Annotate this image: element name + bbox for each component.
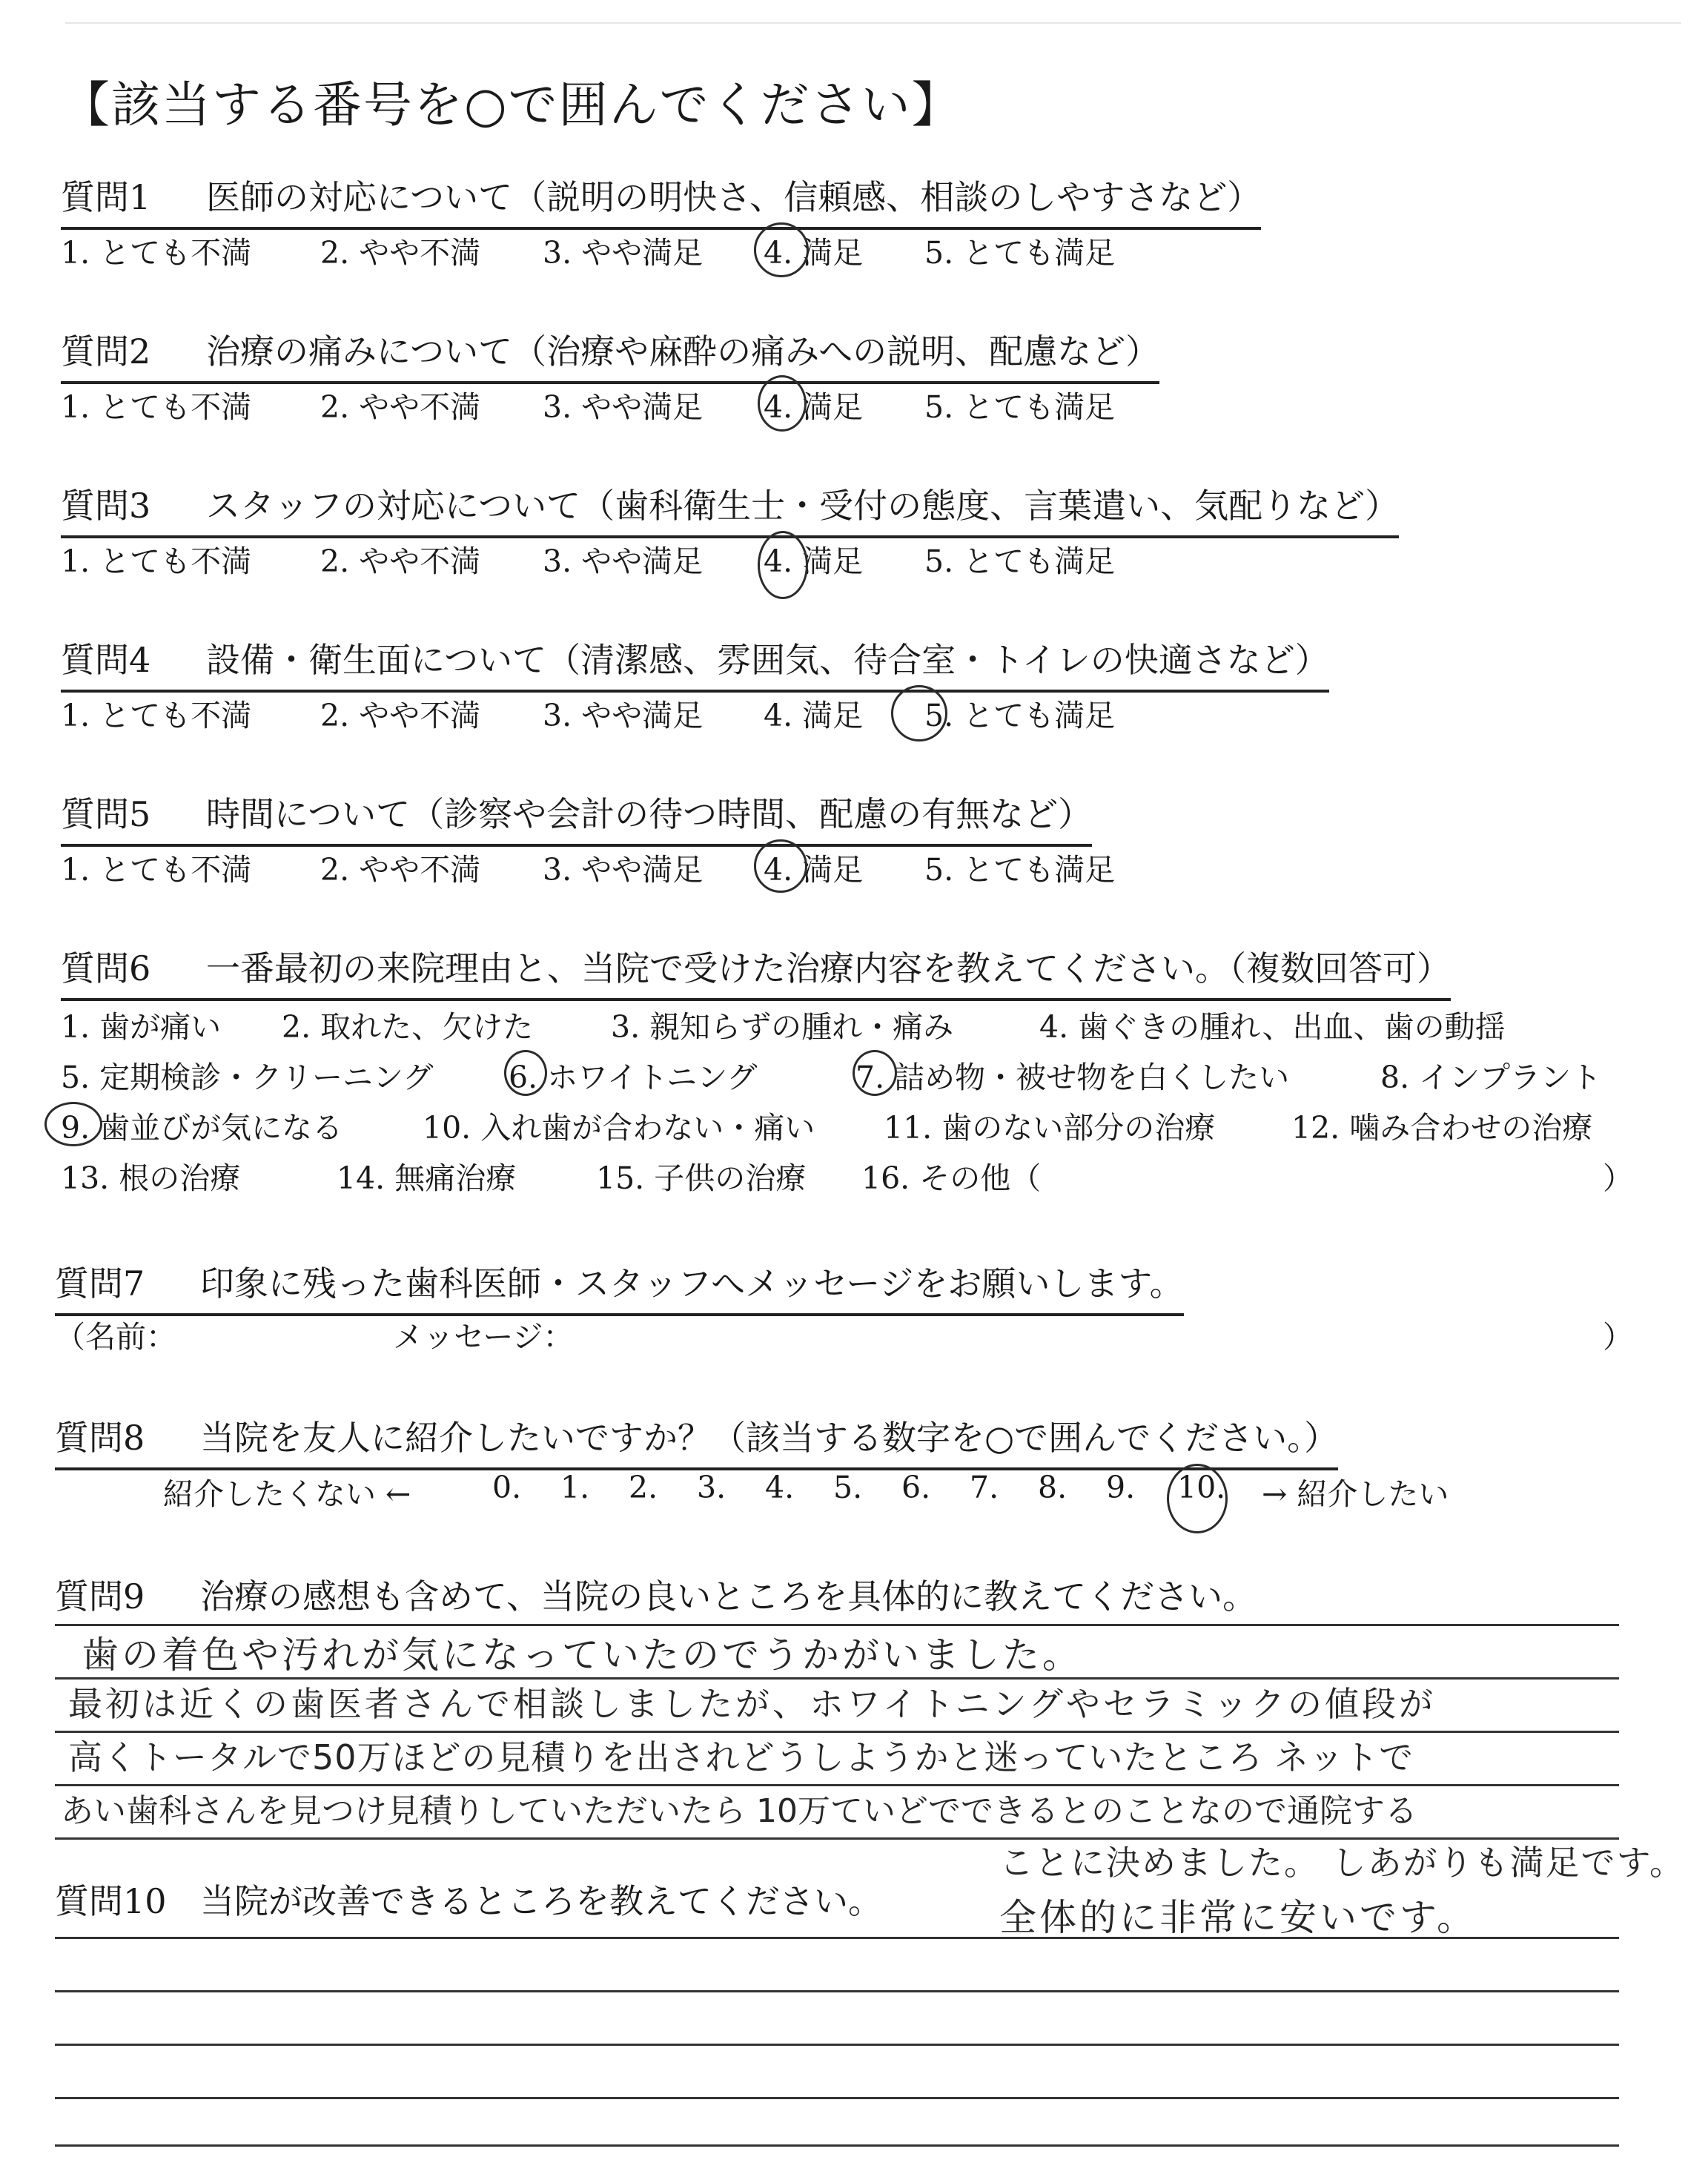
q2-option-2[interactable]: 2. やや不満 <box>320 389 481 425</box>
q4-option-4[interactable]: 4. 満足 <box>764 698 864 733</box>
q6-option-5[interactable]: 5. 定期検診・クリーニング <box>61 1060 434 1095</box>
question-6 <box>61 942 1451 1001</box>
q8-right-label: → 紹介したい <box>1262 1476 1449 1512</box>
q8-scale-1[interactable]: 1. <box>560 1470 590 1505</box>
q6-option-6[interactable]: 6. ホワイトニング <box>509 1060 758 1095</box>
q4-option-5[interactable]: 5. とても満足 <box>924 698 1116 733</box>
question-3-text: スタッフの対応について（歯科衛生士・受付の態度、言葉遣い、気配りなど） <box>206 486 1400 526</box>
q8-scale-10[interactable]: 10. <box>1177 1470 1226 1505</box>
q5-option-4[interactable]: 4. 満足 <box>764 852 864 888</box>
question-6-row-1 <box>61 1003 1632 1047</box>
q2-option-1[interactable]: 1. とても不満 <box>61 389 252 425</box>
q7-message-label: メッセージ： <box>393 1319 574 1355</box>
q8-scale-3[interactable]: 3. <box>697 1470 726 1505</box>
question-6-row-2 <box>61 1053 1632 1097</box>
q8-scale-7[interactable]: 7. <box>970 1470 999 1505</box>
q10-rule-1 <box>55 1937 1619 1939</box>
question-3-options <box>61 537 1247 581</box>
q8-left-label: 紹介したくない ← <box>163 1476 411 1512</box>
q7-name-label: （名前： <box>55 1319 176 1355</box>
question-7-fields <box>55 1312 1633 1357</box>
q8-scale-8[interactable]: 8. <box>1038 1470 1068 1505</box>
question-10-label: 質問10 <box>55 1881 167 1921</box>
q6-option-12[interactable]: 12. 噛み合わせの治療 <box>1291 1110 1593 1146</box>
q4-option-3[interactable]: 3. やや満足 <box>543 698 704 733</box>
q2-option-4[interactable]: 4. 満足 <box>764 389 864 425</box>
q8-scale-0[interactable]: 0. <box>492 1470 522 1505</box>
q6-option-3[interactable]: 3. 親知らずの腫れ・痛み <box>611 1009 954 1045</box>
q3-option-5[interactable]: 5. とても満足 <box>924 544 1116 579</box>
q5-option-2[interactable]: 2. やや不満 <box>320 852 481 888</box>
q3-option-2[interactable]: 2. やや不満 <box>320 544 481 579</box>
question-6-row-3 <box>61 1103 1632 1148</box>
q9-answer-line-3: 高くトータルで50万ほどの見積りを出されどうしようかと迷っていたところ ネットで <box>68 1737 1414 1777</box>
q6-option-15[interactable]: 15. 子供の治療 <box>596 1160 807 1196</box>
question-8-label: 質問8 <box>55 1418 145 1458</box>
q9-answer-line-2: 最初は近くの歯医者さんで相談しましたが、ホワイトニングやセラミックの値段が <box>68 1684 1436 1724</box>
question-3-label: 質問3 <box>61 486 151 526</box>
question-6-label: 質問6 <box>61 948 151 988</box>
q8-scale-2[interactable]: 2. <box>629 1470 658 1505</box>
q1-option-2[interactable]: 2. やや不満 <box>320 235 481 271</box>
q6-option-7[interactable]: 7. 詰め物・被せ物を白くしたい <box>855 1060 1290 1095</box>
question-2-options <box>61 383 1247 427</box>
question-8-scale <box>55 1470 1626 1517</box>
q6-option-16[interactable]: 16. その他（ <box>861 1160 1042 1196</box>
q4-option-1[interactable]: 1. とても不満 <box>61 698 252 733</box>
question-1-label: 質問1 <box>61 177 151 217</box>
question-7-text: 印象に残った歯科医師・スタッフへメッセージをお願いします。 <box>200 1264 1184 1304</box>
q4-option-2[interactable]: 2. やや不満 <box>320 698 481 733</box>
q5-option-5[interactable]: 5. とても満足 <box>924 852 1116 888</box>
question-9-label: 質問9 <box>55 1576 145 1616</box>
q3-option-1[interactable]: 1. とても不満 <box>61 544 252 579</box>
q10-rule-5 <box>55 2144 1619 2147</box>
q9-answer-line-1: 歯の着色や汚れが気になっていたのでうかがいました。 <box>82 1634 1082 1677</box>
question-6-text: 一番最初の来院理由と、当院で受けた治療内容を教えてください。（複数回答可） <box>206 948 1451 988</box>
question-5-label: 質問5 <box>61 794 151 834</box>
question-2-label: 質問2 <box>61 331 151 371</box>
q8-scale-4[interactable]: 4. <box>765 1470 795 1505</box>
q6-option-13[interactable]: 13. 根の治療 <box>61 1160 241 1196</box>
q6-option-2[interactable]: 2. 取れた、欠けた <box>282 1009 534 1045</box>
question-5 <box>61 787 1092 847</box>
q6-option-4[interactable]: 4. 歯ぐきの腫れ、出血、歯の動揺 <box>1039 1009 1506 1045</box>
question-4-text: 設備・衛生面について（清潔感、雰囲気、待合室・トイレの快適さなど） <box>206 640 1329 680</box>
question-8-text: 当院を友人に紹介したいですか？（該当する数字を○で囲んでください。） <box>200 1418 1339 1458</box>
q8-scale-9[interactable]: 9. <box>1106 1470 1136 1505</box>
q1-option-4[interactable]: 4. 満足 <box>764 235 864 271</box>
question-3 <box>61 479 1399 538</box>
q2-option-3[interactable]: 3. やや満足 <box>543 389 704 425</box>
top-edge-rule <box>65 22 1681 24</box>
q6-option-14[interactable]: 14. 無痛治療 <box>337 1160 517 1196</box>
question-9-text: 治療の感想も含めて、当院の良いところを具体的に教えてください。 <box>200 1576 1257 1616</box>
q1-option-1[interactable]: 1. とても不満 <box>61 235 252 271</box>
q3-option-4[interactable]: 4. 満足 <box>764 544 864 579</box>
q2-option-5[interactable]: 5. とても満足 <box>924 389 1116 425</box>
question-2 <box>61 325 1159 384</box>
question-8 <box>55 1411 1338 1470</box>
q5-option-3[interactable]: 3. やや満足 <box>543 852 704 888</box>
q8-scale-6[interactable]: 6. <box>901 1470 931 1505</box>
q1-option-5[interactable]: 5. とても満足 <box>924 235 1116 271</box>
question-6-row-4 <box>61 1154 1632 1198</box>
question-4 <box>61 633 1329 693</box>
question-5-text: 時間について（診察や会計の待つ時間、配慮の有無など） <box>206 794 1093 834</box>
question-4-options <box>61 691 1247 736</box>
question-1 <box>61 171 1261 230</box>
q10-rule-3 <box>55 2044 1619 2046</box>
q10-rule-2 <box>55 1990 1619 1992</box>
q5-option-1[interactable]: 1. とても不満 <box>61 852 252 888</box>
q3-option-3[interactable]: 3. やや満足 <box>543 544 704 579</box>
question-10 <box>55 1875 882 1923</box>
q7-close: ） <box>1603 1319 1633 1355</box>
q1-option-3[interactable]: 3. やや満足 <box>543 235 704 271</box>
question-1-text: 医師の対応について（説明の明快さ、信頼感、相談のしやすさなど） <box>206 177 1262 217</box>
q6-option-10[interactable]: 10. 入れ歯が合わない・痛い <box>423 1110 815 1146</box>
question-5-options <box>61 845 1247 890</box>
page-title: 【該当する番号を○で囲んでください】 <box>61 76 962 133</box>
q8-scale-5[interactable]: 5. <box>833 1470 863 1505</box>
q6-option-1[interactable]: 1. 歯が痛い <box>61 1009 222 1045</box>
question-7 <box>55 1257 1184 1316</box>
question-4-label: 質問4 <box>61 640 151 680</box>
q10-rule-4 <box>55 2097 1619 2099</box>
question-10-text: 当院が改善できるところを教えてください。 <box>200 1881 882 1921</box>
q9-answer-line-5: ことに決めました。 しあがりも満足です。 <box>999 1843 1685 1883</box>
q10-answer-line-1: 全体的に非常に安いです。 <box>999 1896 1477 1939</box>
q6-option-8[interactable]: 8. インプラント <box>1380 1060 1602 1095</box>
question-7-label: 質問7 <box>55 1264 145 1304</box>
question-2-text: 治療の痛みについて（治療や麻酔の痛みへの説明、配慮など） <box>206 331 1160 371</box>
question-9 <box>55 1570 1257 1619</box>
q6-other-close: ） <box>1603 1160 1633 1196</box>
q6-option-9[interactable]: 9. 歯並びが気になる <box>61 1110 343 1146</box>
question-1-options <box>61 228 1247 273</box>
q9-answer-line-4: あい歯科さんを見つけ見積りしていただいたら 10万ていどでできるとのことなので通院する <box>61 1792 1417 1830</box>
q6-option-11[interactable]: 11. 歯のない部分の治療 <box>884 1110 1216 1146</box>
